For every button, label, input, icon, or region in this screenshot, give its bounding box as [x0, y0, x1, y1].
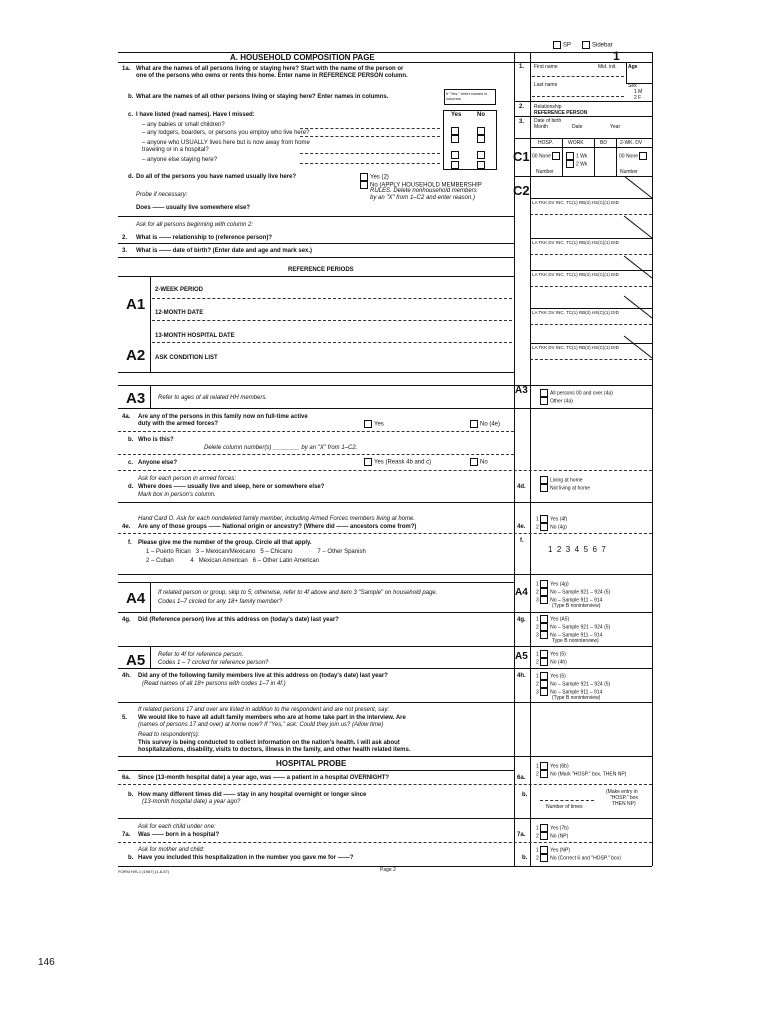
- code-column-divider: [150, 276, 151, 372]
- q4g-label: 4g.: [122, 617, 131, 623]
- divider: [530, 147, 652, 148]
- divider: [118, 276, 514, 277]
- q2-label: 2.: [122, 235, 128, 241]
- q6b-note: (Make entry in: [606, 789, 638, 795]
- date-of-birth-label: Date of birth: [534, 118, 562, 124]
- hosp-none-checkbox[interactable]: 00 None: [532, 152, 562, 160]
- item-1-label: 1.: [519, 64, 525, 70]
- q4h-text-1: Did any of the following family members live at this address on (today's date) last year?: [138, 673, 388, 679]
- q1d-label: d.: [128, 174, 134, 180]
- divider: [118, 533, 652, 534]
- q4g-right-label: 4g.: [517, 617, 526, 623]
- q1d-no-instruction: RULES. Delete nonhousehold members: [370, 188, 477, 194]
- code-column-divider: [150, 582, 151, 612]
- q4e-instruction: Hand Card O. Ask for each nondeleted family member, including Armed Forces members living at home.: [138, 516, 416, 522]
- work-wk2-checkbox[interactable]: 2 Wk: [566, 160, 587, 168]
- hosp-number-label: Number: [536, 169, 554, 175]
- work-wk-checkbox[interactable]: 1 Wk: [566, 152, 587, 160]
- q1a-text-1: What are the names of all persons living or staying here? Start with the name of the person or: [136, 66, 404, 72]
- a3-code: A3: [126, 390, 146, 407]
- q6b-note: "HOSP." box: [610, 795, 638, 801]
- q1a-label: 1a.: [122, 66, 131, 72]
- divider: [118, 243, 514, 244]
- a4-option-3-note: (Type B noninterview): [552, 603, 601, 609]
- first-name-line[interactable]: [532, 76, 624, 77]
- q4g-option-3-note: Type B noninterview): [552, 638, 599, 644]
- q4b-label: b.: [128, 437, 134, 443]
- q4a-text-1: Are any of the persons in this family now on full-time active: [138, 414, 308, 420]
- divider: [514, 101, 652, 102]
- q4b-text: Who is this?: [138, 437, 174, 443]
- q7b-label: b.: [128, 855, 134, 861]
- q7b-yes-checkbox[interactable]: 1 Yes (NP): [536, 847, 570, 854]
- divider: [118, 216, 514, 217]
- main-column-divider: [514, 52, 515, 866]
- q1d-no-instruction: by an "X" from 1–C2 and enter reason.): [370, 195, 475, 201]
- q6a-yes-checkbox[interactable]: 1 Yes (6b): [536, 763, 569, 770]
- divider: [118, 784, 652, 785]
- q4f-text: Please give me the number of the group. Circle all that apply.: [138, 540, 312, 546]
- a4-text-2: Codes 1–7 circled for any 18+ family member?: [158, 599, 283, 605]
- q4g-option-1[interactable]: 1 Yes (A5): [536, 616, 570, 623]
- q1c-item: – anyone else staying here?: [142, 157, 218, 163]
- page-title: A. HOUSEHOLD COMPOSITION PAGE: [230, 53, 375, 62]
- grid-row-line: [530, 343, 652, 344]
- year-label: Year: [610, 124, 621, 130]
- leader-line: [300, 136, 440, 137]
- divider: [118, 770, 514, 771]
- q1c-item: – any lodgers, boarders, or persons you employ who live here?: [142, 130, 310, 136]
- right-label-divider: [530, 52, 531, 866]
- a5-right-code: A5: [515, 651, 528, 662]
- q7b-text: Have you included this hospitalization in the number you gave me for ——?: [138, 855, 354, 861]
- q4g-text: Did (Reference person) live at this address on (today's date) last year?: [138, 617, 339, 623]
- middle-initial-label: Mid. init.: [598, 64, 617, 70]
- field-line: [152, 298, 512, 299]
- leader-line: [300, 163, 440, 164]
- grid-row-line: [530, 270, 652, 271]
- q4e-yes-checkbox[interactable]: 1 Yes (4f): [536, 516, 568, 523]
- divider: [118, 372, 514, 373]
- c1-divider: [616, 138, 617, 176]
- a5-yes-checkbox[interactable]: 1 Yes (5): [536, 651, 566, 658]
- page-number: 146: [38, 957, 55, 968]
- q2-instruction: Ask for all persons beginning with column 2:: [136, 222, 254, 228]
- q7a-yes-checkbox[interactable]: 1 Yes (7b): [536, 825, 569, 832]
- grid-header: LA TKK DV INC. TC(1) RB(2) HS(C)(1) DID: [532, 310, 619, 315]
- q4e-right-label: 4e.: [517, 524, 526, 530]
- q7b-instruction: Ask for mother and child:: [138, 847, 205, 853]
- divider: [118, 756, 652, 757]
- q1d-text: Do all of the persons you have named usually live here?: [136, 174, 297, 180]
- divider: [514, 116, 652, 117]
- two-week-period: 2-WEEK PERIOD: [155, 287, 204, 293]
- divider: [118, 612, 652, 613]
- q5-text-2: (names of persons 17 and over) at home now? If "Yes," ask: Could they join us? (Allow time): [138, 722, 384, 728]
- q1d-no-checkbox[interactable]: No (APPLY HOUSEHOLD MEMBERSHIP: [360, 181, 482, 190]
- divider: [118, 408, 652, 409]
- q1c-label: c.: [128, 112, 134, 118]
- q4h-option-3[interactable]: 3 No – Sample 911 – 914: [536, 689, 603, 696]
- dv-none-checkbox[interactable]: 00 None: [619, 152, 649, 160]
- divider: [118, 431, 514, 432]
- q4f-label: f.: [128, 540, 132, 546]
- column-number: 1: [613, 49, 620, 63]
- a3-option-2[interactable]: Other (4a): [540, 397, 573, 405]
- q5-text-4: hospitalizations, disability, visits to doctors, illness in the family, and other health related items.: [138, 747, 411, 753]
- q4c-no-checkbox[interactable]: No: [470, 458, 488, 467]
- q4b-instruction: Delete column number(s) ________ by an "X" from 1–C2.: [204, 445, 358, 451]
- q4e-text: Are any of those groups —— National origin or ancestry? (Where did —— ancestors come from?): [138, 524, 417, 530]
- a3-right-code: A3: [515, 385, 528, 396]
- title-divider: [118, 62, 652, 63]
- grid-row-line: [530, 286, 652, 287]
- q3-label: 3.: [122, 248, 128, 254]
- form-top-border: [118, 52, 652, 53]
- q1d-yes-checkbox[interactable]: Yes (2): [360, 173, 389, 182]
- sidebar-checkbox[interactable]: Sidebar: [582, 41, 613, 50]
- item-3-label: 3.: [519, 119, 525, 125]
- grid-row-line: [530, 238, 652, 239]
- relationship-label: Relationship: [534, 104, 562, 110]
- q4h-label: 4h.: [122, 673, 131, 679]
- q7a-right-label: 7a.: [517, 832, 526, 838]
- q4g-option-2[interactable]: 2 No – Sample 921 – 924 (5): [536, 624, 611, 631]
- code-column-divider: [150, 646, 151, 668]
- bd-header: BD: [600, 140, 607, 146]
- thirteen-month-hospital-date: 13-MONTH HOSPITAL DATE: [155, 333, 235, 339]
- grid-header: LA TKK DV INC. TC(1) RB(2) HS(C)(1) DID: [532, 240, 619, 245]
- q4g-option-3[interactable]: 3 No – Sample 911 – 914: [536, 632, 603, 639]
- two-week-dv-header: 2-WK. DV: [620, 140, 643, 146]
- hosp-header: HOSP.: [538, 140, 553, 146]
- q6b-label: b.: [128, 792, 134, 798]
- q1c-yes-checkbox[interactable]: [451, 156, 461, 174]
- q4f-options-row-1: 1 – Puerto Rican 3 – Mexican/Mexicano 5 – Chicano 7 – Other Spanish: [146, 549, 366, 555]
- q4c-text: Anyone else?: [138, 460, 178, 466]
- q4a-label: 4a.: [122, 414, 131, 420]
- q1a-text-2: one of the persons who owns or rents this home. Enter name in REFERENCE PERSON column.: [136, 73, 408, 79]
- q1b-label: b.: [128, 94, 134, 100]
- a4-option-2[interactable]: 2 No – Sample 921 – 924 (5): [536, 589, 611, 596]
- field-line: [152, 342, 512, 343]
- q4f-right-label: f.: [520, 538, 524, 544]
- code-column-divider: [150, 385, 151, 408]
- c1-code: C1: [513, 149, 530, 164]
- field-line: [152, 320, 512, 321]
- q6a-no-checkbox[interactable]: 2 No (Mark "HOSP." box, THEN NP): [536, 771, 627, 778]
- q4f-options-row-2: 2 – Cuban 4 Mexican American 6 – Other Latin American: [146, 558, 320, 564]
- grid-header: LA TKK DV INC. TC(1) RB(2) HS(C)(1) DID: [532, 345, 619, 350]
- a4-right-code: A4: [515, 587, 528, 598]
- grid-row-line: [530, 359, 652, 360]
- q1d-does: Does —— usually live somewhere else?: [136, 205, 251, 211]
- dv-number-label: Number: [620, 169, 638, 175]
- q4f-circle-digits[interactable]: 1 2 3 4 5 6 7: [548, 545, 606, 554]
- grid-row-line: [530, 214, 652, 215]
- reference-periods-title: REFERENCE PERIODS: [288, 267, 354, 273]
- q4h-option-1[interactable]: 1 Yes (5): [536, 673, 566, 680]
- q4d-label: d.: [128, 484, 134, 490]
- divider: [118, 574, 652, 575]
- grid-row-line: [530, 324, 652, 325]
- grid-row-line: [530, 198, 652, 199]
- month-label: Month: [534, 124, 548, 130]
- a5-text-1: Refer to 4f for reference person.: [158, 652, 244, 658]
- c2-code: C2: [513, 183, 530, 198]
- q1c-item: – any babies or small children?: [142, 122, 225, 128]
- a1-code: A1: [126, 296, 146, 313]
- q6b-text-2: (13-month hospital date) a year ago?: [142, 799, 241, 805]
- divider: [118, 668, 652, 669]
- age-label: Age: [628, 64, 638, 70]
- q5-instruction-2: Read to respondent(s):: [138, 732, 200, 738]
- a2-code: A2: [126, 347, 146, 364]
- q3-text: What is —— date of birth? (Enter date and age and mark sex.): [136, 248, 313, 254]
- q4a-no-checkbox[interactable]: No (4e): [470, 420, 500, 429]
- q4d-instruction: Ask for each person in armed forces:: [138, 476, 237, 482]
- hospital-probe-title: HOSPITAL PROBE: [276, 759, 347, 768]
- condition-list: ASK CONDITION LIST: [155, 355, 218, 361]
- q4d-option-1[interactable]: Living at home: [540, 476, 583, 484]
- sex-male[interactable]: 1 M: [634, 89, 643, 95]
- q4d-mark: Mark box in person's column.: [138, 492, 216, 498]
- last-name-label: Last name: [534, 82, 558, 88]
- q4d-option-2[interactable]: Not living at home: [540, 484, 590, 492]
- divider: [118, 257, 514, 258]
- q4e-label: 4e.: [122, 524, 131, 530]
- q4h-right-label: 4h.: [517, 673, 526, 679]
- q4h-option-3-note: (Type B noninterview): [552, 695, 601, 701]
- q5-text-3: This survey is being conducted to collect information on the nation's health. I will ask about: [138, 740, 400, 746]
- q4e-no-checkbox[interactable]: 2 No (4g): [536, 524, 567, 531]
- q4c-yes-checkbox[interactable]: Yes (Reask 4b and c): [364, 458, 431, 467]
- a4-text-1: If related person or group, skip to 5; otherwise, refer to 4f above and item 3 "Sample" on household page.: [158, 590, 438, 596]
- leader-line: [300, 128, 440, 129]
- q1c-item: – anyone who USUALLY lives here but is now away from home: [142, 140, 310, 146]
- q1c-item: traveling or in a hospital?: [142, 147, 209, 153]
- q5-label: 5.: [122, 715, 128, 721]
- twelve-month-date: 12-MONTH DATE: [155, 310, 204, 316]
- q2-text: What is —— relationship to (reference person)?: [136, 235, 273, 241]
- divider: [514, 138, 652, 139]
- reference-person-label: REFERENCE PERSON: [534, 110, 588, 116]
- item-2-label: 2.: [519, 104, 525, 110]
- times-field-line[interactable]: [540, 800, 594, 801]
- q6a-label: 6a.: [122, 775, 131, 781]
- q6b-right-label: b.: [522, 792, 528, 798]
- a5-code: A5: [126, 652, 146, 669]
- q6a-text: Since (13-month hospital date) a year ago, was —— a patient in a hospital OVERNIGHT?: [138, 775, 390, 781]
- divider: [118, 818, 652, 819]
- sex-label: Sex: [628, 83, 637, 89]
- q6b-text-1: How many different times did —— stay in any hospital overnight or longer since: [138, 792, 367, 798]
- q1b-text: What are the names of all other persons living or staying here? Enter names in columns.: [136, 94, 389, 100]
- grid-row-line: [530, 308, 652, 309]
- q6a-right-label: 6a.: [517, 775, 526, 781]
- q6b-number-of-times: Number of times: [546, 804, 583, 810]
- q7b-no-checkbox[interactable]: 2 No (Correct 6 and "HOSP." box): [536, 855, 621, 862]
- right-border: [652, 52, 653, 866]
- q4h-option-2[interactable]: 2 No – Sample 921 – 924 (5): [536, 681, 611, 688]
- a5-no-checkbox[interactable]: 2 No (4h): [536, 659, 567, 666]
- c1-divider: [562, 138, 563, 176]
- last-name-line[interactable]: [532, 96, 624, 97]
- q5-instruction-1: If related persons 17 and over are listed in addition to the respondent and are not present, say:: [138, 707, 390, 713]
- first-name-label: First name: [534, 64, 558, 70]
- divider: [118, 842, 652, 843]
- q4a-text-2: duty with the armed forces?: [138, 421, 219, 427]
- q1d-probe: Probe if necessary:: [136, 192, 188, 198]
- a4-option-3[interactable]: 3 No – Sample 911 – 914: [536, 597, 603, 604]
- c1-divider: [594, 138, 595, 176]
- form-number: FORM HIS-1 (1987) (1-8-87): [118, 869, 170, 874]
- a4-option-1[interactable]: 1 Yes (4g): [536, 581, 569, 588]
- a3-text: Refer to ages of all related HH members.: [158, 395, 268, 401]
- sp-checkbox[interactable]: SP: [553, 41, 571, 50]
- q1b-note: If "Yes," enter names in columns: [444, 89, 496, 105]
- q7a-label: 7a.: [122, 832, 131, 838]
- a3-option-1[interactable]: All persons 00 and over (4a): [540, 389, 613, 397]
- divider: [118, 702, 652, 703]
- divider: [118, 502, 652, 503]
- q7b-right-label: b.: [522, 855, 528, 861]
- divider: [118, 454, 514, 455]
- q4h-text-2: (Read names of all 18+ persons with codes 1–7 in 4f.): [142, 681, 286, 687]
- grid-header: LA TKK DV INC. TC(1) RB(2) HS(C)(1) DID: [532, 272, 619, 277]
- q4c-label: c.: [128, 460, 134, 466]
- q1c-no-checkbox[interactable]: [477, 156, 487, 174]
- q7a-no-checkbox[interactable]: 2 No (NP): [536, 833, 569, 840]
- a4-code: A4: [126, 590, 146, 607]
- divider: [118, 582, 514, 583]
- divider: [118, 646, 652, 647]
- q7a-text: Was —— born in a hospital?: [138, 832, 220, 838]
- q4a-yes-checkbox[interactable]: Yes: [364, 420, 384, 429]
- q1c-text: I have listed (read names). Have I missed:: [136, 112, 255, 118]
- q1c-no-header: No: [477, 112, 485, 118]
- work-header: WORK: [568, 140, 584, 146]
- page-label: Page 2: [380, 867, 396, 873]
- date-label: Date: [572, 124, 583, 130]
- c2-grid-diagonals: [530, 176, 652, 386]
- q5-text-1: We would like to have all adult family members who are at home take part in the interview. Are: [138, 715, 406, 721]
- q6b-note: THEN NP): [612, 801, 636, 807]
- divider: [118, 470, 652, 471]
- grid-row-line: [530, 254, 652, 255]
- grid-header: LA TKK DV INC. TC(1) RB(2) HS(C)(1) DID: [532, 200, 619, 205]
- q4d-text: Where does —— usually live and sleep, here or somewhere else?: [138, 484, 325, 490]
- a5-text-2: Codes 1 – 7 circled for reference person?: [158, 660, 269, 666]
- q1c-yes-header: Yes: [451, 112, 462, 118]
- q7-instruction: Ask for each child under one:: [138, 824, 216, 830]
- sex-female[interactable]: 2 F: [634, 95, 642, 101]
- leader-line: [300, 153, 440, 154]
- q4d-right-label: 4d.: [517, 484, 526, 490]
